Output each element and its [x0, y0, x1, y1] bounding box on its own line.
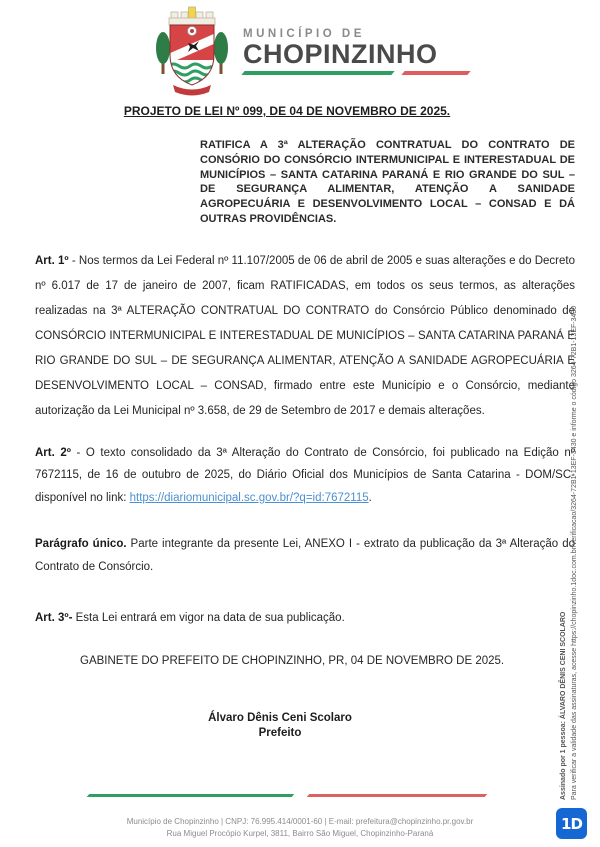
- divider-red-segment: [401, 71, 470, 75]
- brand-divider: [243, 71, 471, 75]
- signer-name: Álvaro Dênis Ceni Scolaro: [208, 712, 352, 725]
- footer-line2: Rua Miguel Procópio Kurpel, 3811, Bairro São Miguel, Chopinzinho-Paraná: [166, 828, 434, 838]
- sole-paragraph-text: Parte integrante da presente Lei, ANEXO I - extrato da publicação da 3ª Alteração do Contrato de Consórcio.: [35, 538, 575, 574]
- signature-block: [10, 711, 550, 740]
- article-1: [35, 249, 575, 424]
- article-1-text: - Nos termos da Lei Federal nº 11.107/2005 de 06 de abril de 2005 e suas alterações e do Decreto nº 6.017 de 17 de janeiro de 2007, ficam RATIFICADAS, em todos os seus termos, as alterações realizadas na 3ª ALTERAÇÃO CONTRATUAL DO CONTRATO do Consórcio Público denominado de CONSÓRCIO INTERMUNICIPAL E INTERESTADUAL DE MUNICÍPIOS – SANTA CATARINA PARANÁ E RIO GRANDE DO SUL – DE SEGURANÇA ALIMENTAR, ATENÇÃO A SANIDADE AGROPECUÁRIA E DESENVOLVIMENTO LOCAL – CONSAD, firmado entre este Município e o Consórcio, mediante autorização da Lei Municipal nº 3.658, de 29 de Setembro de 2017 e demais alterações.: [35, 254, 575, 417]
- letterhead: [35, 6, 575, 98]
- footer-contact: [0, 816, 600, 839]
- signer-role: Prefeito: [258, 726, 302, 739]
- footer-line1: Município de Chopinzinho | CNPJ: 76.995.414/0001-60 | E-mail: prefeitura@chopinzinho.pr.gov.br: [126, 817, 474, 826]
- coat-of-arms-icon: [155, 6, 229, 101]
- article-2: [35, 442, 575, 510]
- article-3-text: Esta Lei entrará em vigor na data de sua publicação.: [72, 612, 345, 625]
- article-3: [35, 609, 575, 627]
- municipality-wordmark: [243, 28, 471, 75]
- article-3-label: Art. 3º-: [35, 612, 73, 625]
- article-2-label: Art. 2º: [35, 446, 71, 459]
- article-2-text: - O texto consolidado da 3ª Alteração do Contrato de Consórcio, foi publicado na Edição nº 7672115, de 16 de outubro de 2025, do Diário Oficial dos Municípios de Santa Catarina - DOM/SC- disponível no link:: [35, 446, 575, 504]
- ementa-summary: RATIFICA A 3ª ALTERAÇÃO CONTRATUAL DO CONTRATO DE CONSÓRIO DO CONSÓRCIO INTERMUNICIPAL E INTERESTADUAL DE MUNICÍPIOS – SANTA CATARINA PARANÁ E RIO GRANDE DO SUL – DE SEGURANÇA ALIMENTAR, ATENÇÃO A SANIDADE AGROPECUÁRIA E DESENVOLVIMENTO LOCAL – CONSAD E DÁ OUTRAS PROVIDÊNCIAS.: [200, 139, 575, 225]
- sole-paragraph: [35, 533, 575, 579]
- signed-by-line: Assinado por 1 pessoa: ÁLVARO DÊNIS CENI SCOLARO: [560, 611, 567, 800]
- onedoc-logo-icon: 1D: [556, 808, 587, 839]
- municipality-small-label: MUNICÍPIO DE: [243, 28, 365, 40]
- closing-line: GABINETE DO PREFEITO DE CHOPINZINHO, PR, 04 DE NOVEMBRO DE 2025.: [80, 655, 505, 668]
- verification-line: Para verificar a validade das assinaturas, acesse https://chopinzinho.1doc.com.br/verificacao/3264-72B1-13EF-3430 e informe o código 3264-72B1-13EF-3430: [570, 305, 578, 800]
- article-2-text-end: .: [368, 491, 372, 504]
- footer-red-bar: [307, 794, 488, 797]
- sole-paragraph-label: Parágrafo único.: [35, 538, 127, 551]
- divider-green-segment: [241, 71, 394, 75]
- article-1-label: Art. 1º: [35, 254, 69, 267]
- digital-signature-strip: [559, 248, 580, 800]
- document-title: PROJETO DE LEI Nº 099, DE 04 DE NOVEMBRO DE 2025.: [123, 104, 451, 118]
- municipality-name: CHOPINZINHO: [243, 39, 438, 69]
- footer-green-bar: [87, 794, 295, 797]
- diario-oficial-link[interactable]: https://diariomunicipal.sc.gov.br/?q=id:7672115: [129, 491, 369, 504]
